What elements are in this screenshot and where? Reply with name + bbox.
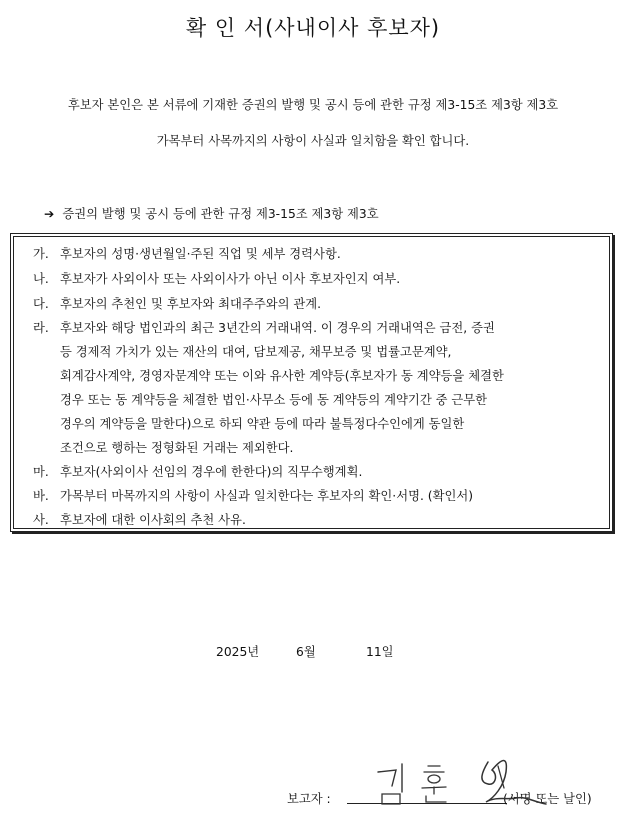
item-text: 가목부터 마목까지의 사항이 사실과 일치한다는 후보자의 확인·서명. (확인서)	[60, 489, 474, 503]
handwritten-signature	[370, 752, 570, 812]
item-text: 후보자에 대한 이사회의 추천 사유.	[60, 513, 246, 527]
item-text: 후보자가 사외이사 또는 사외이사가 아닌 이사 후보자인지 여부.	[60, 272, 401, 286]
date-day: 11일	[366, 645, 394, 659]
item-marker: 다.	[33, 297, 49, 311]
item-text: 후보자의 추천인 및 후보자와 최대주주와의 관계.	[60, 297, 322, 311]
list-item	[33, 294, 321, 312]
regulation-reference	[44, 204, 379, 222]
list-item	[33, 486, 473, 504]
item-text-continued: 경우 또는 동 계약등을 체결한 법인·사무소 등에 동 계약등의 계약기간 중 근무한	[60, 393, 488, 407]
date-month: 6월	[296, 645, 316, 659]
reporter-label: 보고자 :	[287, 792, 331, 806]
item-text: 후보자의 성명·생년월일·주된 직업 및 세부 경력사항.	[60, 247, 341, 261]
list-item	[33, 269, 400, 287]
item-marker: 라.	[33, 321, 49, 335]
item-text-continued: 조건으로 행하는 정형화된 거래는 제외한다.	[60, 441, 294, 455]
item-text-continued: 경우의 계약등을 말한다)으로 하되 약관 등에 따라 불특정다수인에게 동일한	[60, 417, 465, 431]
item-marker: 마.	[33, 465, 49, 479]
item-marker: 나.	[33, 272, 49, 286]
list-item	[33, 244, 341, 262]
reference-text: 증권의 발행 및 공시 등에 관한 규정 제3-15조 제3항 제3호	[62, 207, 379, 221]
item-marker: 사.	[33, 513, 49, 527]
item-text-continued: 등 경제적 가치가 있는 재산의 대여, 담보제공, 채무보증 및 법률고문계약,	[60, 345, 452, 359]
list-item	[33, 462, 362, 480]
date-year: 2025년	[216, 645, 260, 659]
signature-suffix: (서명 또는 날인)	[503, 792, 592, 806]
list-item	[33, 510, 246, 528]
intro-line-1: 후보자 본인은 본 서류에 기재한 증권의 발행 및 공시 등에 관한 규정 제3-15조 제3항 제3호	[67, 98, 559, 112]
list-item	[33, 318, 495, 336]
item-marker: 가.	[33, 247, 49, 261]
item-text: 후보자(사외이사 선임의 경우에 한한다)의 직무수행계획.	[60, 465, 363, 479]
item-marker: 바.	[33, 489, 49, 503]
document-title: 확 인 서(사내이사 후보자)	[185, 16, 441, 40]
item-text-continued: 회계감사계약, 경영자문계약 또는 이와 유사한 계약등(후보자가 동 계약등을 체결한	[60, 369, 504, 383]
item-text: 후보자와 해당 법인과의 최근 3년간의 거래내역. 이 경우의 거래내역은 금전, 증권	[60, 321, 495, 335]
arrow-icon: ➔	[44, 207, 55, 221]
intro-line-2: 가목부터 사목까지의 사항이 사실과 일치함을 확인 합니다.	[156, 134, 470, 148]
